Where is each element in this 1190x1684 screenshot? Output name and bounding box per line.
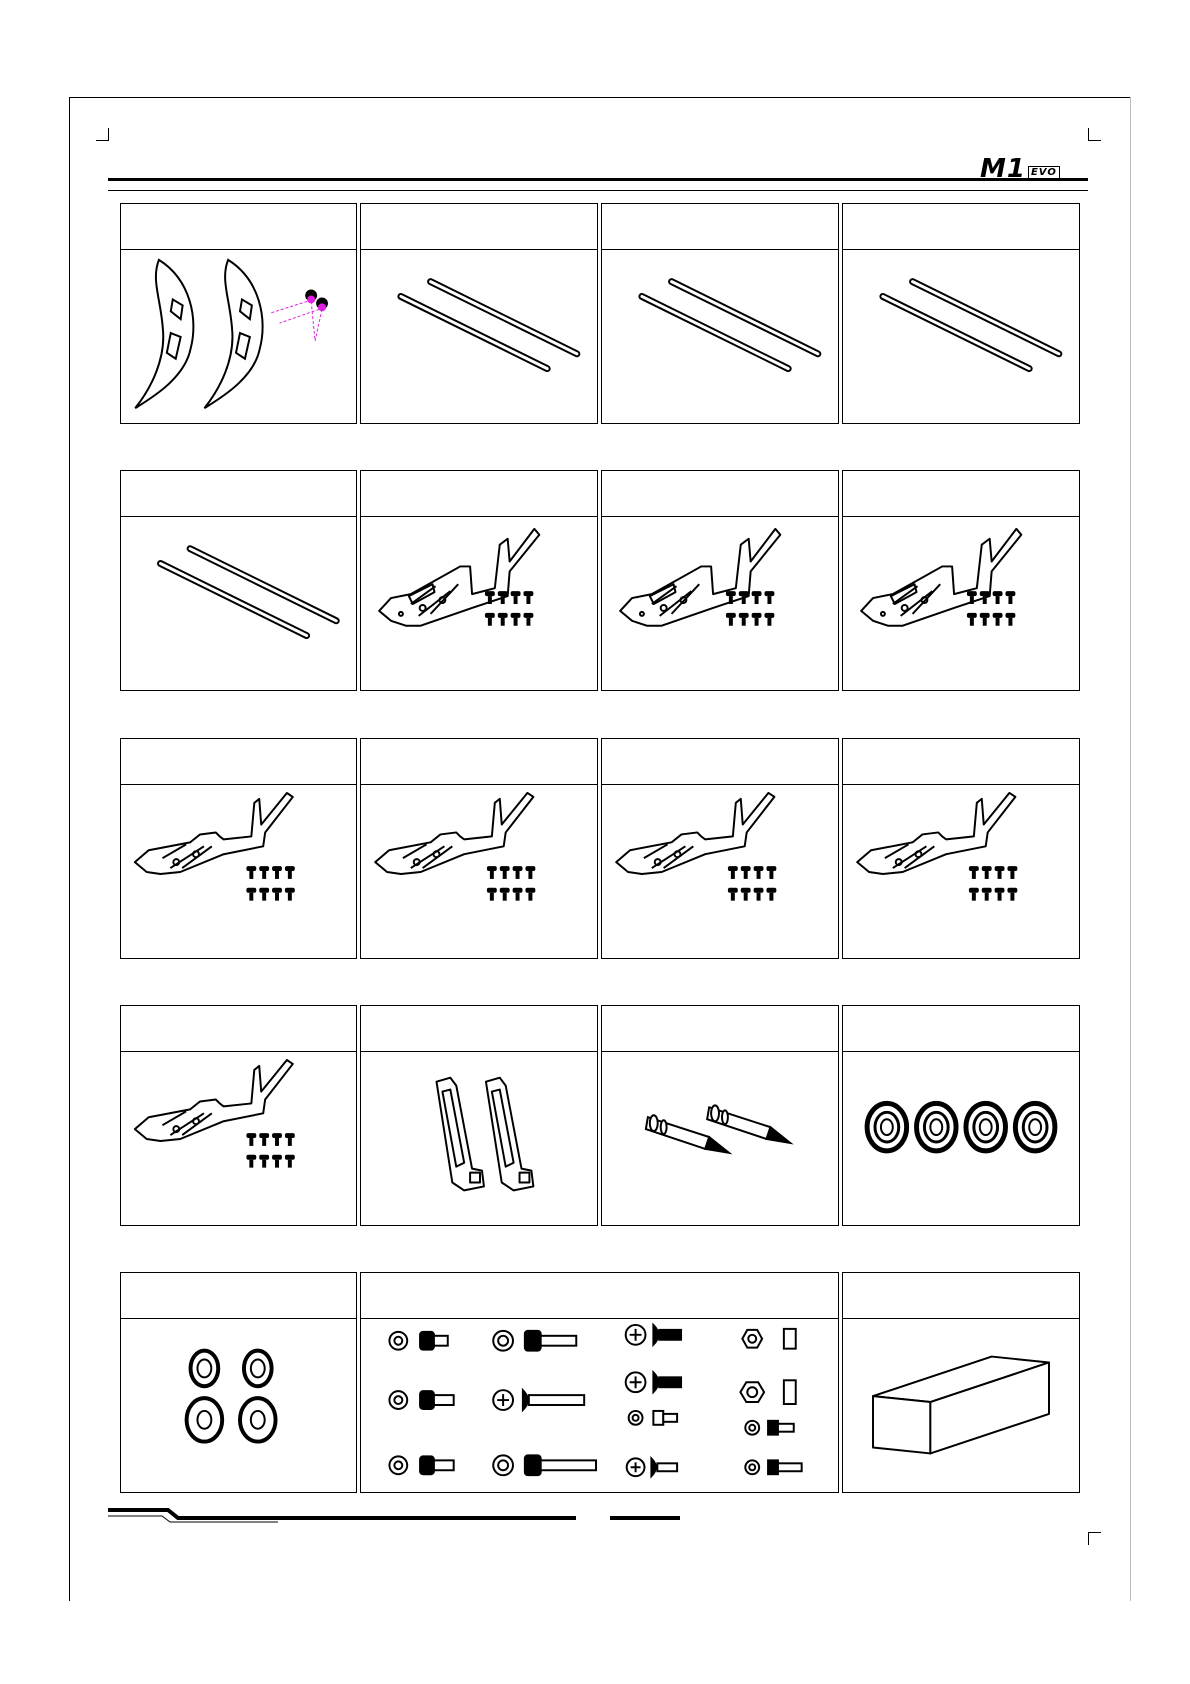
- footer-rule: [108, 1506, 688, 1526]
- side-frame-with-screws-icon: [361, 517, 597, 690]
- part-cell-frame-7: [842, 738, 1080, 959]
- part-cell-vertical-fins: [120, 203, 357, 424]
- part-cell-header: [602, 1006, 838, 1052]
- part-cell-header: [121, 471, 356, 517]
- landing-strut-icon: [361, 1052, 597, 1225]
- foam-box-icon: [843, 1319, 1079, 1492]
- tail-boom-rod-icon: [121, 517, 356, 690]
- part-cell-header: [121, 739, 356, 785]
- tail-boom-rod-icon: [361, 250, 597, 423]
- part-cell-bearings: [842, 1005, 1080, 1226]
- part-cell-header: [121, 1273, 356, 1319]
- part-cell-landing-struts: [360, 1005, 598, 1226]
- part-cell-frame-2: [601, 470, 839, 691]
- part-cell-header: [361, 471, 597, 517]
- tail-boom-rod-icon: [602, 250, 838, 423]
- side-frame-with-screws-icon: [602, 785, 838, 958]
- part-cell-frame-4: [120, 738, 357, 959]
- part-cell-header: [121, 1006, 356, 1052]
- part-cell-header: [361, 204, 597, 250]
- part-cell-header: [843, 1273, 1079, 1319]
- side-frame-with-screws-icon: [602, 517, 838, 690]
- tapered-shaft-icon: [602, 1052, 838, 1225]
- part-cell-frame-6: [601, 738, 839, 959]
- part-cell-header: [843, 204, 1079, 250]
- part-cell-washers: [120, 1272, 357, 1493]
- part-cell-header: [361, 1273, 838, 1319]
- crop-mark-top-left: [96, 128, 109, 141]
- brand-logo: [980, 156, 1090, 182]
- part-cell-foam-box: [842, 1272, 1080, 1493]
- side-frame-with-screws-icon: [121, 1052, 356, 1225]
- part-cell-rods-2: [601, 203, 839, 424]
- part-cell-rods-3: [842, 203, 1080, 424]
- part-cell-header: [121, 204, 356, 250]
- part-cell-frame-3: [842, 470, 1080, 691]
- crop-mark-top-right: [1088, 128, 1101, 141]
- side-frame-with-screws-icon: [361, 785, 597, 958]
- washer-icon: [121, 1319, 356, 1492]
- crop-mark-bottom-right: [1088, 1532, 1101, 1545]
- brand-name: M1: [980, 154, 1026, 184]
- part-cell-header: [602, 471, 838, 517]
- part-cell-header: [843, 471, 1079, 517]
- part-cell-rods-1: [360, 203, 598, 424]
- header-rule-thick: [108, 178, 1088, 181]
- part-cell-header: [843, 739, 1079, 785]
- part-cell-header: [602, 739, 838, 785]
- part-cell-shafts: [601, 1005, 839, 1226]
- side-frame-with-screws-icon: [121, 785, 356, 958]
- header-rule-thin: [108, 190, 1088, 191]
- brand-sub: EVO: [1028, 166, 1060, 179]
- part-cell-header: [361, 739, 597, 785]
- page-border-top: [69, 97, 1131, 98]
- screw-hardware-set-icon: [361, 1319, 838, 1492]
- vertical-fin-icon: [121, 250, 356, 423]
- page-border-right: [1130, 97, 1131, 1601]
- part-cell-frame-8: [120, 1005, 357, 1226]
- part-cell-hardware: [360, 1272, 839, 1493]
- part-cell-header: [602, 204, 838, 250]
- part-cell-frame-5: [360, 738, 598, 959]
- side-frame-with-screws-icon: [843, 517, 1079, 690]
- part-cell-header: [361, 1006, 597, 1052]
- side-frame-with-screws-icon: [843, 785, 1079, 958]
- tail-boom-rod-icon: [843, 250, 1079, 423]
- part-cell-rods-4: [120, 470, 357, 691]
- page-border-left: [69, 97, 70, 1601]
- part-cell-header: [843, 1006, 1079, 1052]
- ball-bearing-icon: [843, 1052, 1079, 1225]
- part-cell-frame-1: [360, 470, 598, 691]
